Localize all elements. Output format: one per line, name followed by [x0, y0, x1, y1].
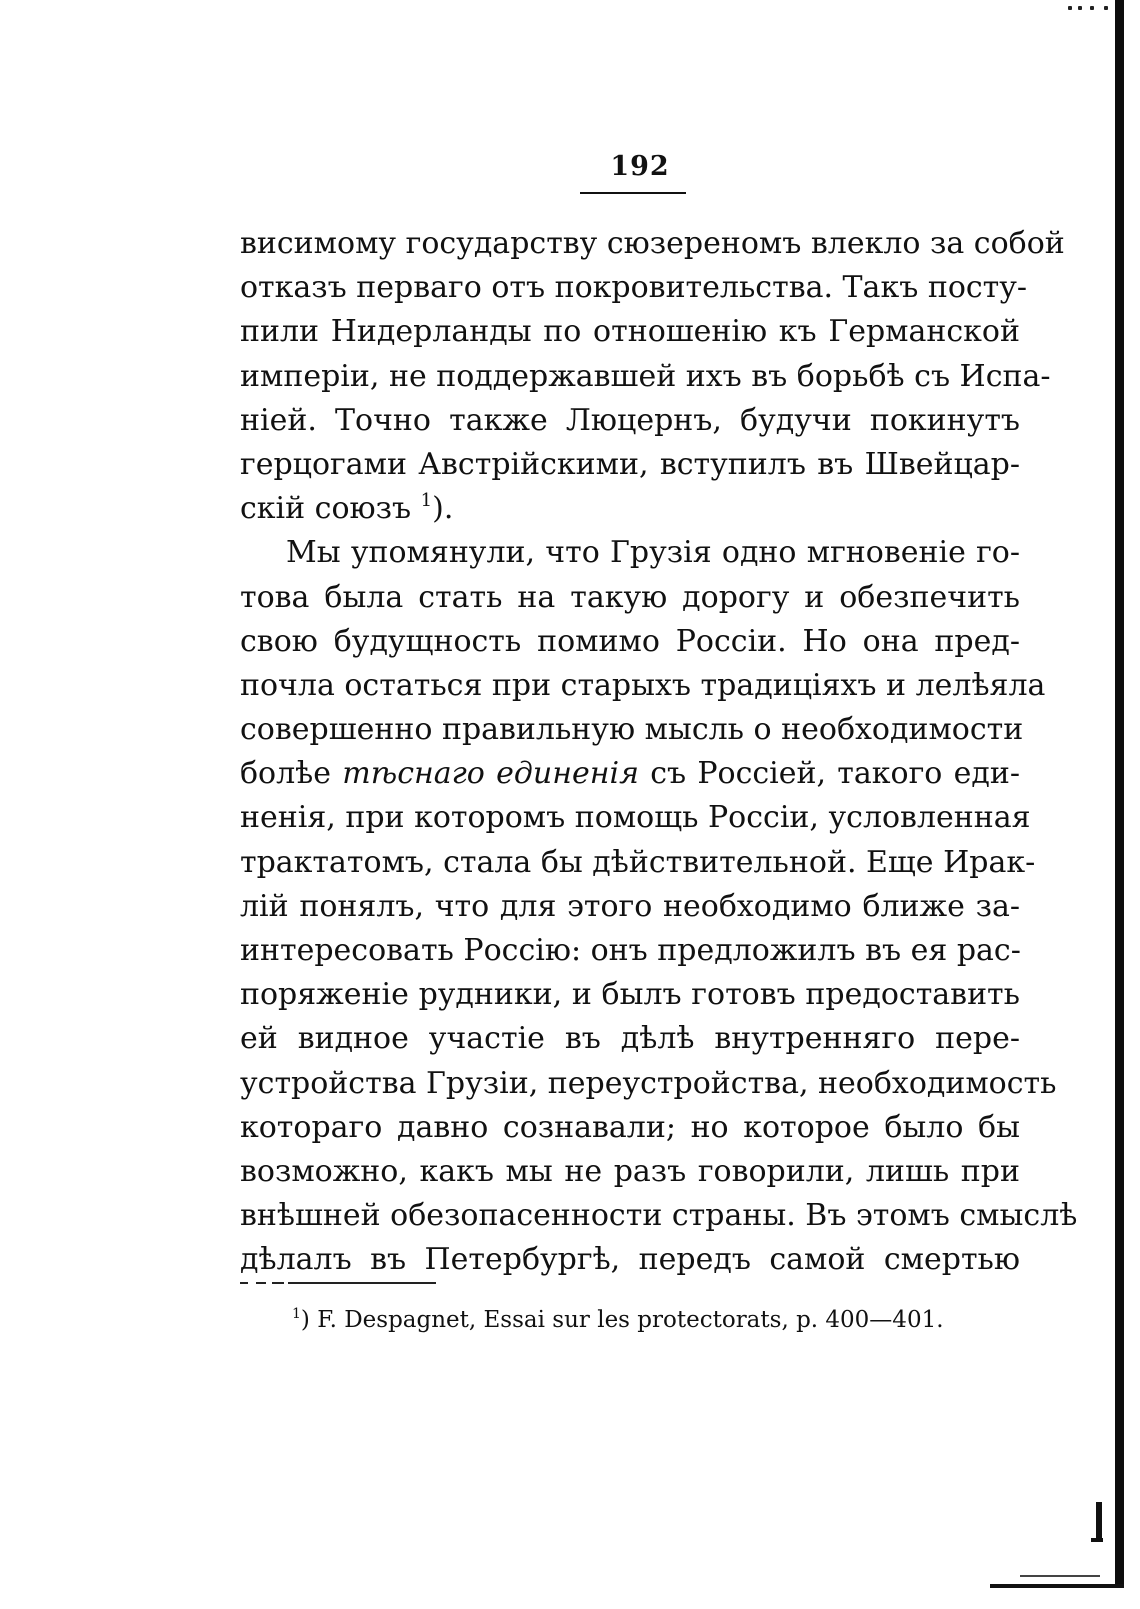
- text-fragment: съ Россіей, такого еди-: [650, 756, 1020, 792]
- scan-edge-mark: [1096, 1502, 1102, 1542]
- text-line: [240, 487, 1020, 531]
- scan-edge-bottom-line: [990, 1584, 1124, 1588]
- text-line: внѣшней обезопасенности страны. Въ этомъ смыслѣ: [240, 1198, 1078, 1234]
- scan-edge-dots: [1068, 6, 1112, 16]
- text-line: лій понялъ, что для этого необходимо ближе за-: [240, 888, 1020, 924]
- header-rule: [580, 192, 686, 194]
- scan-edge-bar: [1115, 0, 1124, 1588]
- text-line: устройства Грузіи, переустройства, необходимость: [240, 1065, 1057, 1101]
- text-line: герцогами Австрійскими, вступилъ въ Швейцар-: [240, 446, 1020, 482]
- footnote-marker-close: ): [300, 1307, 310, 1333]
- text-fragment: скій союзъ: [240, 491, 412, 527]
- text-line: пили Нидерланды по отношенію къ Германской: [240, 314, 1020, 350]
- text-line: свою будущность помимо Россіи. Но она пред-: [240, 623, 1020, 659]
- text-line: интересовать Россію: онъ предложилъ въ ея рас-: [240, 933, 1021, 968]
- footnote: [292, 1306, 992, 1334]
- body-text: [240, 222, 1078, 1283]
- footnote-separator: [240, 1282, 440, 1284]
- footnote-reference: 1: [420, 490, 433, 512]
- text-line: возможно, какъ мы не разъ говорили, лишь при: [240, 1153, 1020, 1189]
- text-line: висимому государству сюзереномъ влекло за собой: [240, 226, 1065, 261]
- text-line: отказъ перваго отъ покровительства. Такъ посту-: [240, 270, 1028, 306]
- footnote-text: F. Despagnet, Essai sur les protectorats, p. 400—401.: [317, 1307, 944, 1333]
- text-line: ніей. Точно также Люцернъ, будучи покинутъ: [240, 402, 1020, 438]
- scan-edge-dash: [1020, 1575, 1100, 1577]
- text-fragment: ).: [432, 491, 454, 527]
- text-line: совершенно правильную мысль о необходимости: [240, 712, 1024, 748]
- text-line: ненія, при которомъ помощь Россіи, условленная: [240, 800, 1031, 836]
- text-fragment: болѣе: [240, 756, 332, 792]
- text-line: почла остаться при старыхъ традиціяхъ и лелѣяла: [240, 667, 1046, 703]
- text-line: поряженіе рудники, и былъ готовъ предоставить: [240, 977, 1020, 1013]
- page-number: 192: [610, 151, 670, 182]
- text-line: [240, 752, 1020, 796]
- text-line: дѣлалъ въ Петербургѣ, передъ самой смертью: [240, 1242, 1020, 1278]
- paragraph-first-line: Мы упомянули, что Грузія одно мгновеніе го-: [286, 535, 1020, 571]
- text-line: имперіи, не поддержавшей ихъ въ борьбѣ съ Испа-: [240, 358, 1051, 394]
- italic-emphasis: тѣснаго единенія: [342, 756, 639, 792]
- text-line: това была стать на такую дорогу и обезпечить: [240, 579, 1020, 615]
- text-line: трактатомъ, стала бы дѣйствительной. Еще Ирак-: [240, 844, 1036, 880]
- text-line: котораго давно сознавали; но которое было бы: [240, 1109, 1020, 1145]
- footnote-marker: 1: [292, 1306, 301, 1322]
- text-line: ей видное участіе въ дѣлѣ внутренняго пере-: [240, 1021, 1020, 1057]
